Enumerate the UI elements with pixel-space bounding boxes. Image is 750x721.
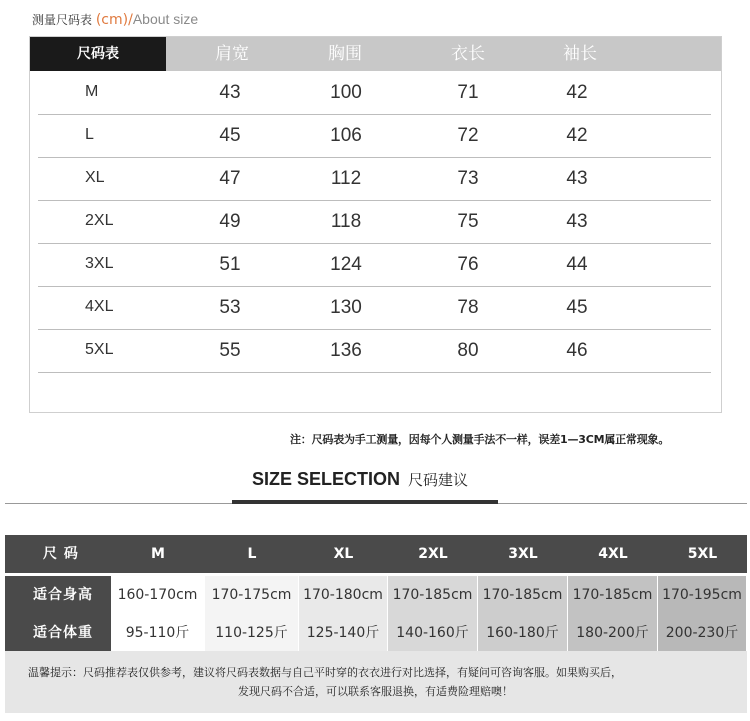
selection-cell: 170-185cm — [478, 576, 568, 614]
table-cell: 43 — [219, 82, 241, 103]
size-label: 2XL — [85, 212, 114, 229]
measurement-note: 注：尺码表为手工测量，因每个人测量手法不一样，误差1—3CM属正常现象。 — [290, 433, 670, 446]
table-cell: 124 — [330, 254, 362, 275]
size-table-header-label: 尺码表 — [30, 37, 166, 71]
table-cell: 42 — [566, 82, 588, 103]
selection-cell: 160-170cm — [111, 576, 205, 614]
row-divider — [38, 200, 711, 201]
selection-cell: 200-230斤 — [658, 614, 747, 652]
selection-size-header: 3XL — [508, 546, 538, 562]
table-cell: 112 — [330, 168, 362, 189]
table-cell: 46 — [566, 340, 588, 361]
row-divider — [38, 286, 711, 287]
tip-line-1: 温馨提示：尺码推荐表仅供参考，建议将尺码表数据与自己平时穿的衣衣进行对比选择，有疑问可咨询客服。如果购买后， — [28, 666, 622, 679]
table-cell: 51 — [219, 254, 241, 275]
table-cell: 71 — [457, 82, 479, 103]
size-selection-title-cn: 尺码建议 — [408, 472, 469, 489]
table-cell: 47 — [219, 168, 241, 189]
table-cell: 80 — [457, 340, 479, 361]
size-label: M — [85, 83, 99, 100]
tip-line-2: 发现尺码不合适，可以联系客服退换，有适费险理赔噢！ — [238, 685, 513, 698]
row-divider — [38, 329, 711, 330]
size-label: 4XL — [85, 298, 114, 315]
tip-box — [5, 651, 747, 713]
selection-size-header: 5XL — [687, 546, 718, 562]
selection-size-header: M — [151, 546, 165, 562]
table-cell: 43 — [566, 211, 588, 232]
selection-cell: 180-200斤 — [568, 614, 658, 652]
selection-cell: 125-140斤 — [299, 614, 388, 652]
table-cell: 76 — [457, 254, 479, 275]
table-cell: 118 — [330, 211, 362, 232]
table-cell: 78 — [457, 297, 479, 318]
row-divider — [38, 243, 711, 244]
selection-size-header: 4XL — [598, 546, 628, 562]
table-cell: 75 — [457, 211, 479, 232]
size-label: L — [85, 126, 94, 143]
table-cell: 44 — [566, 254, 588, 275]
selection-size-header: L — [247, 546, 257, 562]
row-divider — [38, 372, 711, 373]
table-cell: 53 — [219, 297, 241, 318]
selection-cell: 170-185cm — [388, 576, 478, 614]
table-cell: 73 — [457, 168, 479, 189]
size-chart-title — [32, 11, 198, 28]
table-cell: 72 — [457, 125, 479, 146]
table-cell: 49 — [219, 211, 241, 232]
table-cell: 106 — [330, 125, 362, 146]
table-cell: 45 — [219, 125, 241, 146]
table-cell: 100 — [330, 82, 362, 103]
row-divider — [38, 157, 711, 158]
header-length: 衣长 — [451, 44, 485, 64]
selection-cell: 140-160斤 — [388, 614, 478, 652]
divider-left — [5, 503, 232, 504]
table-cell: 45 — [566, 297, 588, 318]
table-cell: 43 — [566, 168, 588, 189]
header-sleeve: 袖长 — [563, 44, 597, 64]
size-selection-title — [252, 469, 468, 490]
selection-cell: 95-110斤 — [111, 614, 205, 652]
selection-header-label: 尺 码 — [5, 535, 111, 573]
table-cell: 55 — [219, 340, 241, 361]
selection-cell: 170-185cm — [568, 576, 658, 614]
row-divider — [38, 114, 711, 115]
selection-size-header: XL — [333, 546, 354, 562]
selection-cell: 170-175cm — [205, 576, 299, 614]
header-chest: 胸围 — [328, 44, 362, 64]
selection-cell: 170-180cm — [299, 576, 388, 614]
selection-row-label: 适合体重 — [5, 614, 111, 652]
title-unit: (cm)/ — [95, 12, 133, 28]
table-cell: 42 — [566, 125, 588, 146]
size-selection-title-en: SIZE SELECTION — [252, 469, 401, 489]
size-label: 5XL — [85, 341, 114, 358]
selection-row-label: 适合身高 — [5, 576, 111, 614]
header-shoulder: 肩宽 — [215, 44, 249, 64]
title-about: About size — [132, 11, 199, 27]
table-cell: 130 — [330, 297, 362, 318]
selection-size-header: 2XL — [418, 546, 448, 562]
title-prefix: 测量尺码表 — [32, 13, 93, 27]
size-label: 3XL — [85, 255, 114, 272]
selection-cell: 170-195cm — [658, 576, 747, 614]
selection-cell: 160-180斤 — [478, 614, 568, 652]
table-cell: 136 — [330, 340, 362, 361]
size-label: XL — [85, 169, 105, 186]
divider-center — [232, 500, 498, 504]
divider-right — [498, 503, 747, 504]
selection-cell: 110-125斤 — [205, 614, 299, 652]
